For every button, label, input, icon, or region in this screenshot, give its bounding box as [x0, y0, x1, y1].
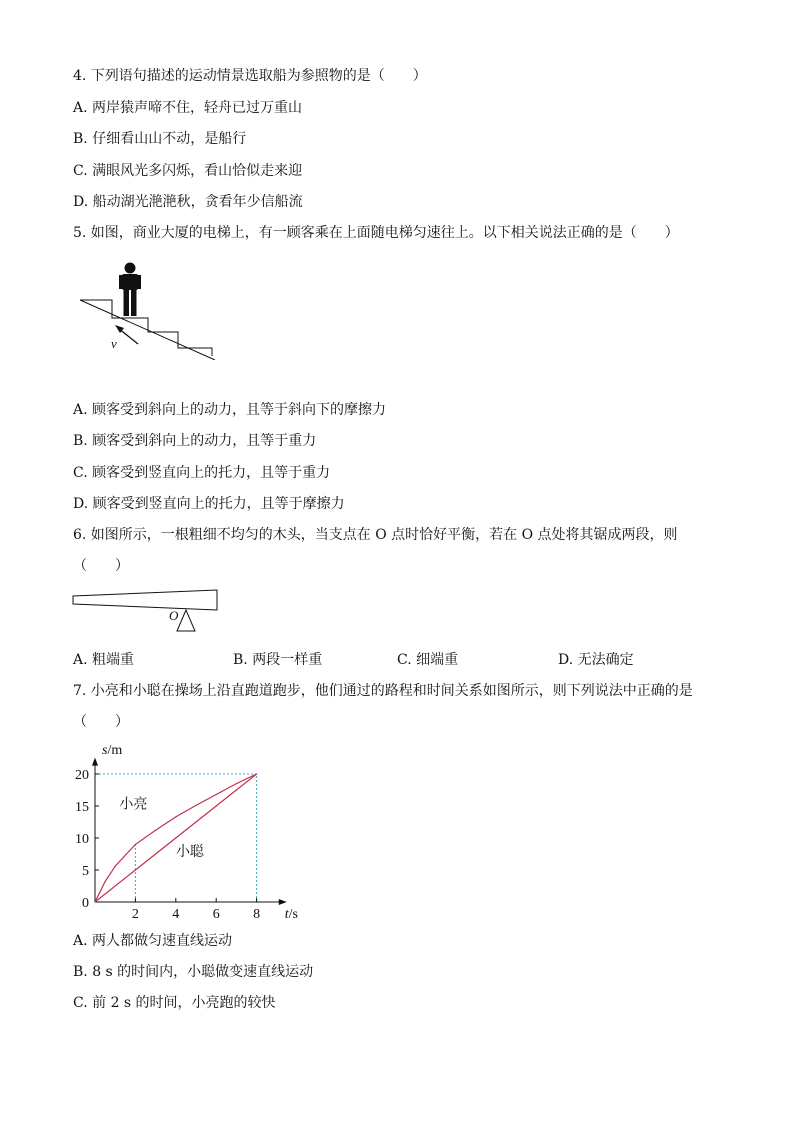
x-axis-arrowhead [279, 899, 287, 905]
x-tick-label-4: 4 [172, 907, 180, 920]
series-2-point-4 [256, 773, 257, 774]
q5-option-b: B. 顾客受到斜向上的动力，且等于重力 [73, 433, 317, 449]
q6-stem: 6. 如图所示，一根粗细不均匀的木头，当支点在 O 点时恰好平衡，若在 O 点处将其锯成两段，则 [73, 527, 678, 543]
series-1-point-2 [115, 866, 116, 867]
series-label-1: 小亮 [119, 797, 148, 813]
series-2-point-2 [175, 837, 176, 838]
fulcrum-triangle [177, 610, 195, 631]
q7-option-b: B. 8 s 的时间内，小聪做变速直线运动 [73, 964, 314, 980]
velocity-label: v [111, 336, 117, 351]
series-1-point-8 [236, 783, 237, 784]
q7-option-a: A. 两人都做匀速直线运动 [73, 933, 233, 949]
log-shape [73, 590, 217, 610]
q5-option-d: D. 顾客受到竖直向上的托力，且等于摩擦力 [73, 496, 345, 512]
y-tick-label-10: 10 [75, 832, 89, 847]
y-axis-arrowhead [92, 758, 98, 766]
q6-option-b: B. 两段一样重 [233, 652, 323, 668]
q4-stem: 4. 下列语句描述的运动情景选取船为参照物的是（ ） [73, 68, 427, 84]
q4-option-d: D. 船动湖光滟滟秋，贪看年少信船流 [73, 194, 303, 210]
q6-stem-bracket: （ ） [73, 558, 129, 574]
x-axis-label: t/s [284, 907, 298, 920]
q5-option-a: A. 顾客受到斜向上的动力，且等于斜向下的摩擦力 [73, 402, 387, 418]
series-1-point-6 [195, 805, 196, 806]
series-1-point-5 [175, 816, 176, 817]
q4-option-b: B. 仔细看山山不动，是船行 [73, 131, 247, 147]
log-figure [70, 586, 230, 636]
series-2-point-1 [135, 869, 136, 870]
q7-stem: 7. 小亮和小聪在操场上沿直跑道跑步，他们通过的路程和时间关系如图所示，则下列说法中正确的是 [73, 683, 693, 699]
q7-stem-bracket: （ ） [73, 714, 129, 730]
distance-time-chart [70, 738, 320, 920]
escalator-figure [78, 260, 228, 360]
series-1-point-4 [155, 830, 156, 831]
y-tick-label-15: 15 [75, 800, 89, 815]
person-icon [119, 263, 141, 317]
series-2-point-3 [216, 805, 217, 806]
series-2-point-0 [94, 901, 95, 902]
x-tick-label-6: 6 [212, 907, 220, 920]
pivot-label: O [169, 608, 179, 623]
q4-option-a: A. 两岸猿声啼不住，轻舟已过万重山 [73, 100, 303, 116]
y-tick-label-20: 20 [75, 768, 89, 783]
series-label-2: 小聪 [175, 844, 204, 860]
q6-option-c: C. 细端重 [397, 652, 459, 668]
q5-option-c: C. 顾客受到竖直向上的托力，且等于重力 [73, 465, 331, 481]
y-tick-label-0: 0 [82, 896, 89, 911]
q4-option-c: C. 满眼风光多闪烁，看山恰似走来迎 [73, 163, 303, 179]
q5-stem: 5. 如图，商业大厦的电梯上，有一顾客乘在上面随电梯匀速往上。以下相关说法正确的是（ ） [73, 225, 679, 241]
series-1-point-7 [216, 794, 217, 795]
series-1-point-3 [135, 844, 136, 845]
series-1-point-1 [105, 881, 106, 882]
q6-option-a: A. 粗端重 [73, 652, 135, 668]
q6-option-d: D. 无法确定 [558, 652, 634, 668]
y-axis-label: s/m [102, 743, 123, 758]
q7-option-c: C. 前 2 s 的时间，小亮跑的较快 [73, 995, 276, 1011]
y-tick-label-5: 5 [82, 864, 89, 879]
x-tick-label-8: 8 [253, 907, 261, 920]
x-tick-label-2: 2 [131, 907, 139, 920]
